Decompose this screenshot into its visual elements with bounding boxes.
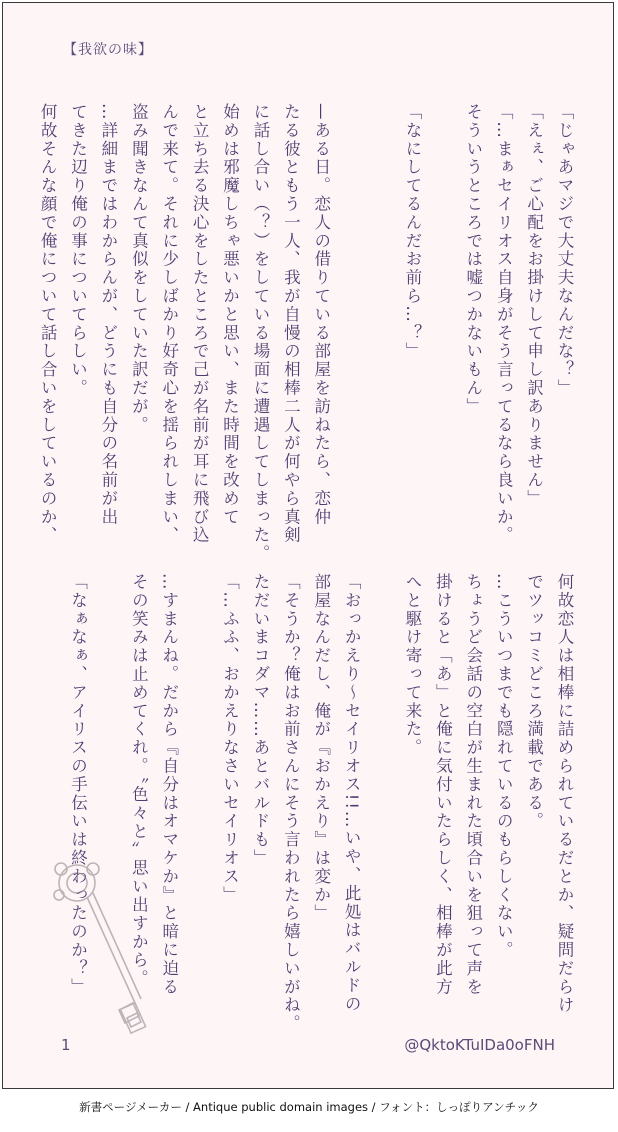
text-line: 部屋なんだし、俺が『おかえり』は変か」 (311, 573, 331, 923)
text-block-top (32, 103, 579, 563)
text-line: 何故恋人は相棒に詰められているだとか、疑問だらけ (555, 573, 574, 1015)
text-line: 「おっかえり〜セイリオス!!…いや、此処はバルドの (342, 573, 362, 1014)
text-line: …こういつまでも隠れているのもらしくない。 (494, 573, 514, 960)
text-line: たる彼ともう一人、我が自慢の相棒二人が何やら真剣 (281, 103, 301, 545)
text-line: ただいまコダマ……あとバルドも」 (250, 573, 270, 868)
text-line: 掛けると「あ」と俺に気付いたらしく、相棒が此方 (433, 573, 453, 997)
author-handle: @QktoKTuIDa0oFNH (404, 1036, 555, 1054)
text-line: へと駆け寄って来た。 (402, 573, 422, 757)
text-line: 「なにしてるんだお前ら…？」 (402, 103, 422, 361)
text-line: ちょうど会話の空白が生まれた頃合いを狙って声を (463, 573, 483, 997)
text-line (184, 573, 214, 1013)
credits-footer: 新書ページメーカー / Antique public domain images / フォント：しっぽりアンチック (79, 1100, 539, 1114)
text-line: に話し合い（？）をしている場面に遭遇してしまった。 (250, 103, 270, 563)
text-line: …すまんね。だから『自分はオマケか』と暗に迫る (159, 573, 179, 997)
text-line (336, 103, 366, 543)
text-line: 「そうか？俺はお前さんにそう言われたら嬉しいがね。 (281, 573, 301, 1033)
text-line: でツッコミどころ満載である。 (524, 573, 544, 831)
text-line (427, 103, 457, 543)
text-line: んで来て。それに少しばかり好奇心を揺られしまい、 (159, 103, 179, 545)
text-line: その笑みは止めてくれ。〝色々と〟思い出すから。 (129, 573, 149, 988)
text-line (366, 573, 396, 1013)
text-line: 何故そんな顔で俺について話し合いをしているのか、 (38, 103, 58, 545)
text-line: 「なぁなぁ、アイリスの手伝いは終わったのか？」 (68, 573, 88, 997)
text-line: —ある日。恋人の借りている部屋を訪ねたら、恋仲 (311, 103, 331, 527)
text-line: と立ち去る決心をしたところで己が名前が耳に飛び込 (190, 103, 210, 545)
text-line: 盗み聞きなんて真似をしていた訳だが。 (129, 103, 149, 435)
text-line: 始めは邪魔しちゃ悪いかと思い、また時間を改めて (220, 103, 240, 527)
page-number: 1 (61, 1036, 71, 1054)
text-line: …詳細まではわからんが、どうにも自分の名前が出 (98, 103, 118, 527)
novel-page (2, 2, 614, 1089)
text-line: 「…ふふ、おかえりなさいセイリオス」 (220, 573, 240, 905)
text-line: 「…まぁセイリオス自身がそう言ってるなら良いか。 (494, 103, 514, 545)
text-line: てきた辺り俺の事についてらしい。 (68, 103, 88, 398)
antique-key-icon (47, 853, 157, 1043)
text-line: そういうところでは嘘つかないもん」 (463, 103, 483, 416)
chapter-title: 【我欲の味】 (63, 42, 153, 58)
text-line: 「えぇ、ご心配をお掛けして申し訳ありません」 (524, 103, 544, 508)
text-line (366, 103, 396, 543)
text-line: 「じゃあマジで大丈夫なんだな？」 (555, 103, 574, 398)
